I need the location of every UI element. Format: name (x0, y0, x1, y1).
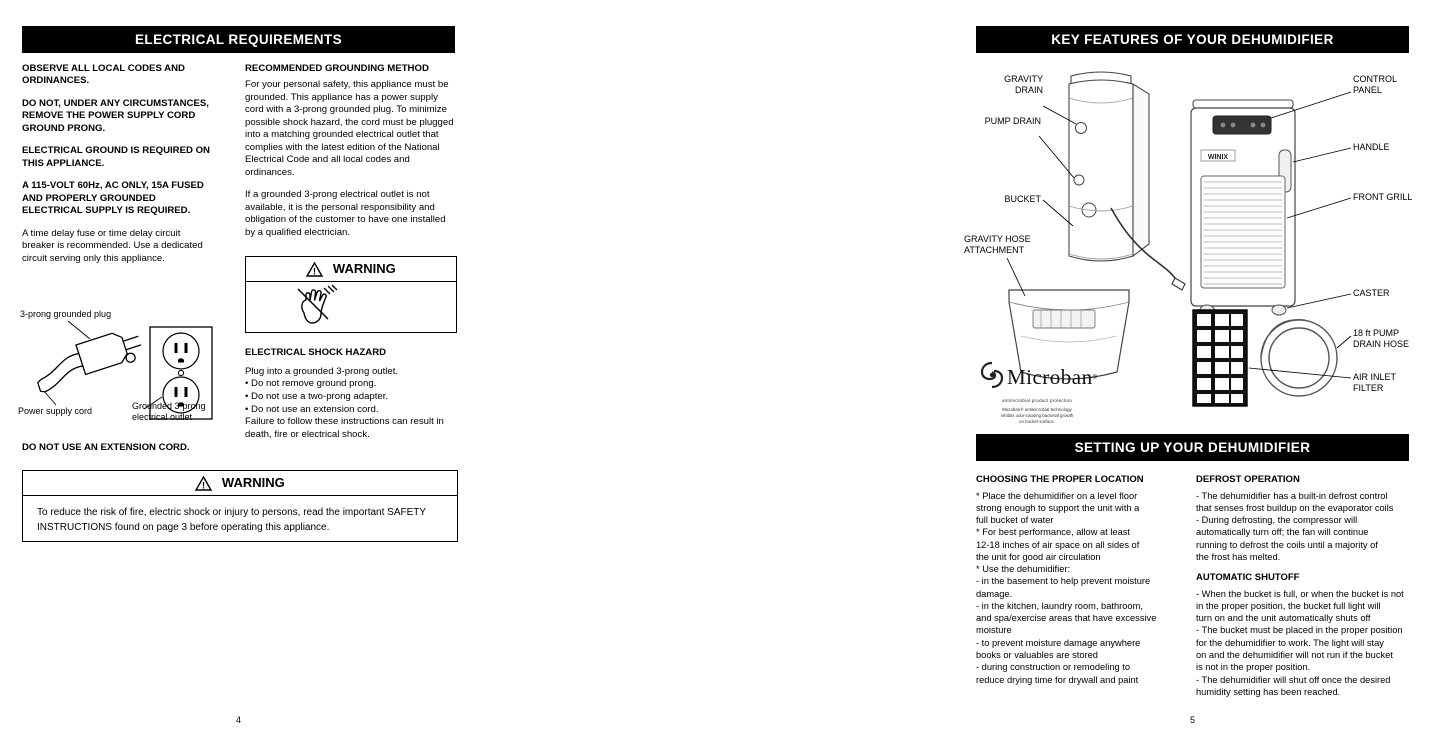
shock-hazard-list (245, 366, 457, 442)
grounding-method-heading: RECOMMENDED GROUNDING METHOD (245, 63, 429, 74)
shutoff-line-1: - When the bucket is full, or when the bucket is not (1196, 588, 1404, 599)
defrost-shutoff-column (1196, 474, 1411, 698)
defrost-line-1: - The dehumidifier has a built-in defrost control (1196, 490, 1388, 501)
ground-required-text: ELECTRICAL GROUND IS REQUIRED ON THIS APPLIANCE. (22, 145, 210, 169)
callout-gravity-drain: GRAVITY DRAIN (1004, 74, 1043, 96)
location-line-1: * Place the dehumidifier on a level floor (976, 490, 1138, 501)
shock-hand-illustration (246, 282, 456, 327)
electrical-shock-warning-box (245, 256, 457, 333)
shutoff-line-9: humidity setting has been reached. (1196, 686, 1341, 697)
microban-wordmark: Microban (1006, 365, 1093, 389)
choosing-location-heading: CHOOSING THE PROPER LOCATION (976, 474, 1144, 485)
shock-line-4: • Do not use an extension cord. (245, 403, 379, 415)
shutoff-line-5: for the dehumidifier to work. The light will stay (1196, 637, 1384, 648)
electrical-requirements-column-2 (245, 63, 455, 249)
plug-outlet-diagram (16, 305, 236, 430)
location-line-16: reduce drying time for drywall and paint (976, 674, 1139, 685)
left-page (0, 0, 477, 738)
location-line-4: * For best performance, allow at least (976, 527, 1130, 538)
choosing-location-list (976, 490, 1176, 686)
page-number-right: 5 (1190, 715, 1196, 725)
key-features-banner: KEY FEATURES OF YOUR DEHUMIDIFIER (976, 26, 1409, 53)
svg-text:!: ! (313, 266, 317, 277)
observe-codes-text: OBSERVE ALL LOCAL CODES AND ORDINANCES. (22, 63, 185, 87)
location-line-2: strong enough to support the unit with a (976, 502, 1140, 513)
location-line-6: the unit for good air circulation (976, 551, 1101, 562)
location-line-7: * Use the dehumidifier: (976, 564, 1071, 575)
warning-header (246, 257, 456, 282)
electrical-requirements-banner: ELECTRICAL REQUIREMENTS (22, 26, 455, 53)
defrost-line-6: the frost has melted. (1196, 551, 1281, 562)
defrost-line-3: - During defrosting, the compressor will (1196, 515, 1358, 526)
callout-bucket: BUCKET (1004, 194, 1041, 204)
location-line-10: - in the kitchen, laundry room, bathroom, (976, 600, 1143, 611)
defrost-operation-list (1196, 490, 1411, 564)
warning-header-bottom (23, 471, 457, 496)
callout-air-inlet-filter: AIR INLET FILTER (1353, 372, 1397, 394)
defrost-operation-heading: DEFROST OPERATION (1196, 474, 1300, 485)
location-line-5: 12-18 inches of air space on all sides of (976, 539, 1140, 550)
grounding-method-paragraph-2: If a grounded 3-prong electrical outlet is not available, it is the personal responsibility and obligation of the customer to have one installed by a qualified electrician. (245, 189, 446, 238)
warning-label: WARNING (332, 261, 396, 276)
callout-pump-drain: PUMP DRAIN (984, 116, 1041, 126)
no-extension-cord-text: DO NOT USE AN EXTENSION CORD. (22, 442, 190, 453)
callout-gravity-hose-attachment: GRAVITY HOSE ATTACHMENT (964, 234, 1031, 256)
cord-label: Power supply cord (18, 406, 93, 416)
voltage-requirement-text: A 115-VOLT 60Hz, AC ONLY, 15A FUSED AND PROPERLY GROUNDED ELECTRICAL SUPPLY IS REQUIRED. (22, 180, 204, 217)
safety-instructions-warning-box (22, 470, 458, 542)
defrost-line-5: running to defrost the coils until a majority of (1196, 539, 1378, 550)
shock-line-5: Failure to follow these instructions can result in death, fire or electrical shock. (245, 416, 444, 440)
shock-line-1: Plug into a grounded 3-prong outlet. (245, 365, 399, 377)
warning-triangle-icon (195, 476, 212, 491)
shutoff-line-8: - The dehumidifier will shut off once the desired (1196, 674, 1391, 685)
automatic-shutoff-list (1196, 588, 1411, 698)
choosing-location-column (976, 474, 1176, 686)
microban-registered-mark: ® (1092, 374, 1098, 381)
shock-line-3: • Do not use a two-prong adapter. (245, 390, 389, 402)
grounding-method-paragraph-1: For your personal safety, this appliance must be grounded. This appliance has a power supply cord with a 3-prong grounded plug. To minimize possible shock hazard, the cord must be plugged into a matching grounded electrical outlet that complies with the latest edition of the National Electrical Code and all local codes and ordinances. (245, 79, 454, 178)
microban-logo (967, 360, 1107, 425)
warning-label-bottom: WARNING (221, 475, 285, 490)
right-page (477, 0, 1413, 738)
microban-tagline: antimicrobial product protection (1001, 398, 1073, 403)
do-not-remove-prong-text: DO NOT, UNDER ANY CIRCUMSTANCES, REMOVE THE POWER SUPPLY CORD GROUND PRONG. (22, 97, 209, 134)
microban-description: Microban® antimicrobial technology inhibits odor-causing bacterial growth on bucket surface. (1000, 406, 1074, 424)
shock-hazard-text-block (245, 347, 457, 442)
callout-handle: HANDLE (1353, 142, 1390, 152)
automatic-shutoff-heading: AUTOMATIC SHUTOFF (1196, 572, 1300, 584)
callout-caster: CASTER (1353, 288, 1390, 298)
location-line-14: books or valuables are stored (976, 649, 1098, 660)
shutoff-line-3: turn on and the unit automatically shuts off (1196, 613, 1371, 624)
shock-line-2: • Do not remove ground prong. (245, 378, 377, 390)
page-number-left: 4 (236, 715, 242, 725)
defrost-line-4: automatically turn off; the fan will continue (1196, 527, 1369, 538)
location-line-9: damage. (976, 588, 1013, 599)
location-line-11: and spa/exercise areas that have excessive (976, 613, 1157, 624)
setting-up-banner: SETTING UP YOUR DEHUMIDIFIER (976, 434, 1409, 461)
location-line-8: - in the basement to help prevent moisture (976, 576, 1151, 587)
location-line-12: moisture (976, 625, 1012, 636)
shutoff-line-6: on and the dehumidifier will not run if the bucket (1196, 649, 1393, 660)
defrost-line-2: that senses frost buildup on the evaporator coils (1196, 502, 1394, 513)
outlet-label: Grounded 3-prong electrical outlet (132, 401, 206, 422)
location-line-13: - to prevent moisture damage anywhere (976, 637, 1141, 648)
shutoff-line-2: in the proper position, the bucket full light will (1196, 600, 1381, 611)
shutoff-line-7: is not in the proper position. (1196, 662, 1311, 673)
location-line-15: - during construction or remodeling to (976, 662, 1130, 673)
location-line-3: full bucket of water (976, 515, 1054, 526)
callout-front-grill: FRONT GRILL (1353, 192, 1413, 202)
callout-pump-drain-hose: 18 ft PUMP DRAIN HOSE (1353, 328, 1410, 350)
svg-text:!: ! (202, 480, 206, 491)
warning-triangle-icon (306, 262, 323, 277)
plug-label: 3-prong grounded plug (20, 309, 112, 319)
svg-text:WINIX: WINIX (1207, 154, 1229, 161)
safety-instructions-text: To reduce the risk of fire, electric shock or injury to persons, read the important SAFETY INSTRUCTIONS found on page 3 before operating this appliance. (37, 507, 426, 533)
time-delay-fuse-text: A time delay fuse or time delay circuit breaker is recommended. Use a dedicated circuit serving only this appliance. (22, 227, 203, 264)
callout-control-panel: CONTROL PANEL (1353, 74, 1398, 96)
shock-hazard-heading: ELECTRICAL SHOCK HAZARD (245, 347, 387, 358)
shutoff-line-4: - The bucket must be placed in the proper position (1196, 625, 1403, 636)
microban-swirl-icon (977, 360, 1007, 395)
electrical-requirements-column-1 (22, 63, 212, 275)
